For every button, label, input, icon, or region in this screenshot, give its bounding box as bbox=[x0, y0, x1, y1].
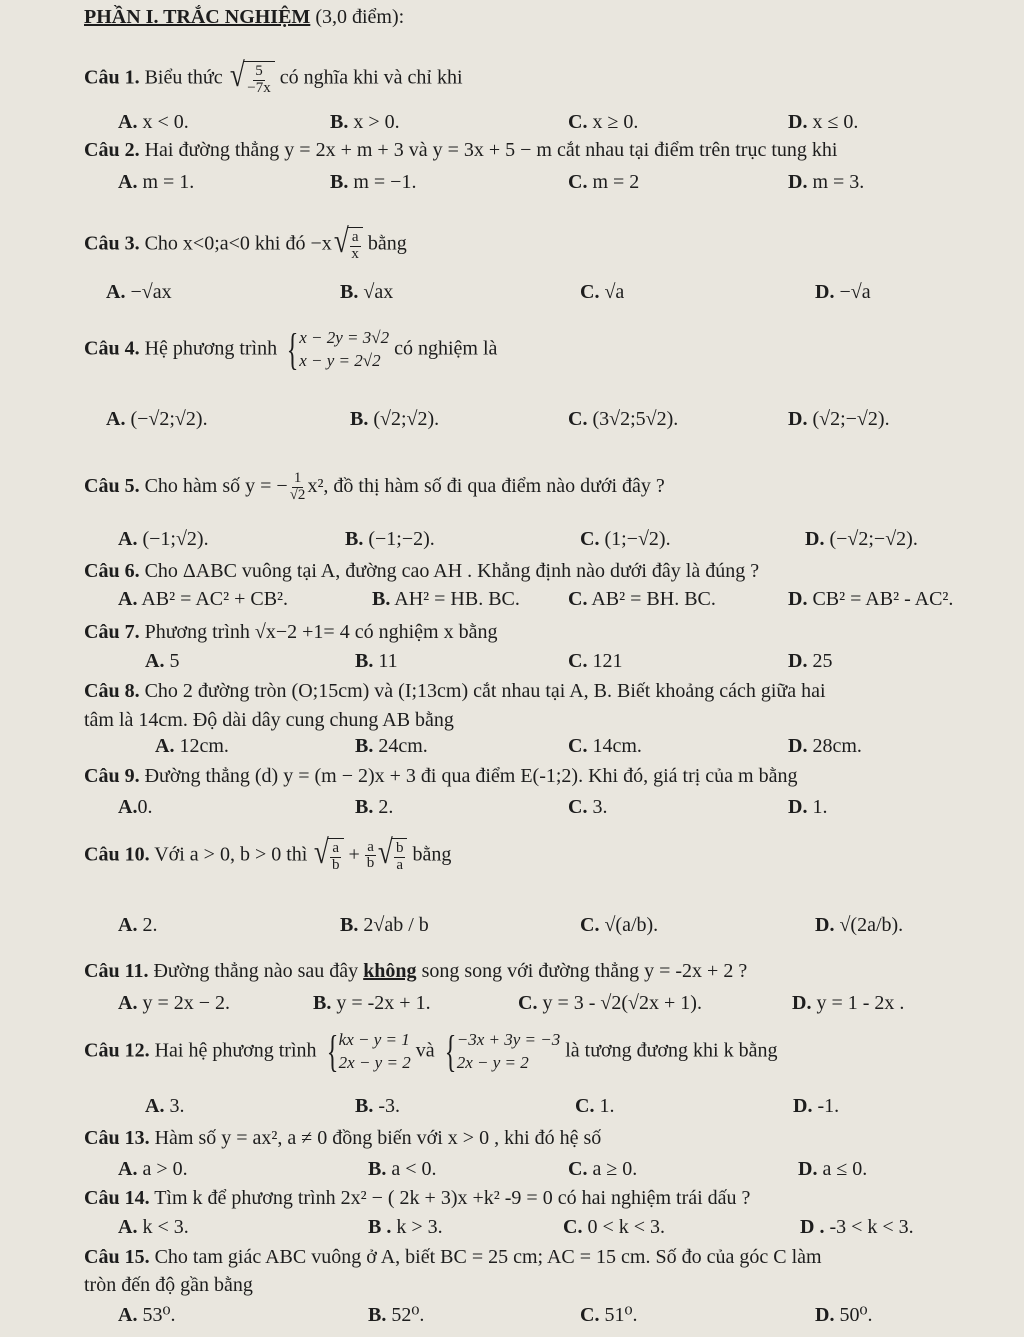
option-c[interactable]: C. x ≥ 0. bbox=[568, 111, 639, 133]
option-d[interactable]: D. 50⁰. bbox=[815, 1304, 873, 1326]
option-a[interactable]: A. m = 1. bbox=[118, 171, 195, 193]
fraction: $\frac{1}{√2}$ bbox=[289, 470, 306, 503]
question-text: Đường thẳng nào sau đây bbox=[153, 960, 359, 982]
option-d[interactable]: D. m = 3. bbox=[788, 171, 865, 193]
question-text: Cho tam giác ABC vuông ở A, biết BC = 25 cm; AC = 15 cm. Số đo của góc C làm bbox=[154, 1246, 822, 1268]
question-label: Câu 10. bbox=[84, 843, 150, 866]
option-a[interactable]: A. x < 0. bbox=[118, 111, 189, 133]
option-d[interactable]: D. √(2a/b). bbox=[815, 914, 904, 936]
option-c[interactable]: C. a ≥ 0. bbox=[568, 1158, 638, 1180]
question-text: Cho 2 đường tròn (O;15cm) và (I;13cm) cắt nhau tại A, B. Biết khoảng cách giữa hai bbox=[144, 680, 826, 702]
option-b[interactable]: B. AH² = HB. BC. bbox=[372, 588, 520, 610]
option-b[interactable]: B . k > 3. bbox=[368, 1216, 443, 1238]
option-a[interactable]: A. k < 3. bbox=[118, 1216, 189, 1238]
option-c[interactable]: C. 3. bbox=[568, 796, 608, 818]
option-b[interactable]: B. m = −1. bbox=[330, 171, 417, 193]
option-b[interactable]: B. (√2;√2). bbox=[350, 408, 440, 430]
question-label: Câu 13. bbox=[84, 1127, 150, 1149]
question-text-tail: bằng bbox=[412, 843, 452, 866]
question-label: Câu 1. bbox=[84, 66, 140, 89]
question-text-cont: tròn đến độ gần bằng bbox=[84, 1274, 253, 1296]
option-a[interactable]: A. 53⁰. bbox=[118, 1304, 176, 1326]
option-d[interactable]: D. y = 1 - 2x . bbox=[792, 992, 905, 1014]
option-d[interactable]: D. x ≤ 0. bbox=[788, 111, 859, 133]
option-b[interactable]: B. a < 0. bbox=[368, 1158, 437, 1180]
option-d[interactable]: D. 1. bbox=[788, 796, 828, 818]
question-text: Hệ phương trình bbox=[144, 337, 278, 360]
question-label: Câu 11. bbox=[84, 960, 149, 982]
radical-expression: √ $\frac{a}{b}$ bbox=[312, 838, 343, 874]
question-label: Câu 7. bbox=[84, 621, 140, 643]
option-a[interactable]: A. −√ax bbox=[106, 281, 172, 303]
option-a[interactable]: A. 3. bbox=[145, 1095, 185, 1117]
option-b[interactable]: B. √ax bbox=[340, 281, 394, 303]
equation-system: { x − 2y = 3√2 x − y = 2√2 bbox=[286, 324, 390, 374]
option-c[interactable]: C. 14cm. bbox=[568, 735, 642, 757]
option-d[interactable]: D. -1. bbox=[793, 1095, 840, 1117]
option-c[interactable]: C. (1;−√2). bbox=[580, 528, 671, 550]
option-d[interactable]: D. a ≤ 0. bbox=[798, 1158, 868, 1180]
option-b[interactable]: B. y = -2x + 1. bbox=[313, 992, 431, 1014]
question-text-tail: x², đồ thị hàm số đi qua điểm nào dưới đây ? bbox=[307, 474, 665, 497]
option-a[interactable]: A. (−1;√2). bbox=[118, 528, 209, 550]
option-d[interactable]: D. CB² = AB² - AC². bbox=[788, 588, 954, 610]
question-text: Tìm k để phương trình 2x² − ( 2k + 3)x +k² -9 = 0 có hai nghiệm trái dấu ? bbox=[154, 1187, 751, 1209]
option-c[interactable]: C. m = 2 bbox=[568, 171, 640, 193]
question-text: Cho hàm số y = − bbox=[144, 474, 288, 497]
question-text: Đường thẳng (d) y = (m − 2)x + 3 đi qua điểm E(-1;2). Khi đó, giá trị của m bằng bbox=[144, 765, 798, 787]
equation-system-1: { kx − y = 1 2x − y = 2 bbox=[326, 1026, 411, 1076]
option-c[interactable]: C. 121 bbox=[568, 650, 623, 672]
question-text-tail: có nghiệm là bbox=[394, 337, 498, 360]
option-d[interactable]: D. −√a bbox=[815, 281, 871, 303]
option-d[interactable]: D . -3 < k < 3. bbox=[800, 1216, 914, 1238]
option-c[interactable]: C. 0 < k < 3. bbox=[563, 1216, 666, 1238]
question-text-tail: có nghĩa khi và chỉ khi bbox=[279, 66, 463, 89]
question-text: Cho ΔABC vuông tại A, đường cao AH . Khẳng định nào dưới đây là đúng ? bbox=[144, 560, 760, 582]
option-d[interactable]: D. 28cm. bbox=[788, 735, 862, 757]
question-label: Câu 6. bbox=[84, 560, 140, 582]
option-b[interactable]: B. x > 0. bbox=[330, 111, 400, 133]
question-text-mid: và bbox=[415, 1039, 435, 1062]
option-c[interactable]: C. (3√2;5√2). bbox=[568, 408, 679, 430]
question-label: Câu 4. bbox=[84, 337, 140, 360]
question-label: Câu 12. bbox=[84, 1039, 150, 1062]
question-label: Câu 3. bbox=[84, 232, 140, 255]
option-c[interactable]: C. 51⁰. bbox=[580, 1304, 638, 1326]
option-a[interactable]: A. 5 bbox=[145, 650, 180, 672]
option-a[interactable]: A. 2. bbox=[118, 914, 158, 936]
question-label: Câu 2. bbox=[84, 139, 140, 161]
option-c[interactable]: C. AB² = BH. BC. bbox=[568, 588, 716, 610]
exam-page: PHẦN I. TRẮC NGHIỆM (3,0 điểm): Câu 1. Biểu thức √ $\frac{5}{-7x}$ có nghĩa khi và chỉ khi A. x < 0. B. x > 0. C. x ≥ 0. D. x ≤ 0. Câu 2. Hai đường thẳng y = 2x + m + 3 và y = 3x + 5 − m cắt nhau tại điểm trên trục tung khi A. m = 1. B. m = −1. C. m = 2 D. m = 3. Câu 3. Cho x<0;a<0 khi đó −x √ $\frac{a}{x}$ bằng A. −√ax B. √ax C. √a D. −√a Câu 4. Hệ phương trình { x − 2y = 3√2 x − y = 2√2 có nghiệm là A. (−√2;√2). B. (√2;√2). C. (3√2;5√2). D. (√2;−√2). Câu 5. Cho hàm số y = − $\frac{1}{√2}$ x², đồ thị hàm số đi qua điểm nào dưới đây ? A. (−1;√2). B. (−1;−2). C. (1;−√2). D. (−√2;−√2). Câu 6. Cho ΔABC vuông tại A, đường cao AH . Khẳng định nào dưới đây là đúng ? A. AB² = AC² + CB². B. AH² = HB. BC. C. AB² = BH. BC. D. CB² = AB² - AC². Câu 7. Phương trình √x−2 +1= 4 có nghiệm x bằng A. 5 B. 11 C. 121 D. 25 Câu 8. Cho 2 đường tròn (O;15cm) và (I;13cm) cắt nhau tại A, B. Biết khoảng cách giữa hai tâm là 14cm. Độ dài dây cung chung AB bằng A. 12cm. B. 24cm. C. 14cm. D. 28cm. Câu 9. Đường thẳng (d) y = (m − 2)x + 3 đi qua điểm E(-1;2). Khi đó, giá trị của m bằng A.0. B. 2. C. 3. D. 1. Câu 10. Với a > 0, b > 0 thì √ $\frac{a}{b}$ + $\frac{a}{b}$ √ $\frac{b}{a}$ bằng A. 2. B. 2√ab / b C. √(a/b). D. √(2a/b). Câu 11. Đường thẳng nào sau đây không song song với đường thẳng y = -2x + 2 ? A. y = 2x − 2. B. y = -2x + 1. C. y = 3 - √2(√2x + 1). D. y = 1 - 2x . Câu 12. Hai hệ phương trình { kx − y = 1 2x − y = 2 và { −3x + 3y = −3 2x − y = 2 là tương đương khi k bằng A. 3. B. -3. C. 1. D. -1. Câu 13. Hàm số y = ax², a ≠ 0 đồng biến với x > 0 , khi đó hệ số A. a > 0. B. a < 0. C. a ≥ 0. D. a ≤ 0. Câu 14. Tìm k để phương trình 2x² − ( 2k + 3)x +k² -9 = 0 có hai nghiệm trái dấu ? A. k < 3. B . k > 3. C. 0 < k < 3. D . -3 < k < 3. Câu 15. Cho tam giác ABC vuông ở A, biết BC = 25 cm; AC = 15 cm. Số đo của góc C làm tròn đến độ gần bằng A. 53⁰. B. 52⁰. C. 51⁰. D. 50⁰. bbox=[84, 6, 954, 1326]
option-b[interactable]: B. 2√ab / b bbox=[340, 914, 429, 936]
question-text-cont: tâm là 14cm. Độ dài dây cung chung AB bằng bbox=[84, 709, 454, 731]
option-a[interactable]: A. 12cm. bbox=[155, 735, 229, 757]
question-label: Câu 15. bbox=[84, 1246, 150, 1268]
option-b[interactable]: B. (−1;−2). bbox=[345, 528, 435, 550]
section-title: PHẦN I. TRẮC NGHIỆM bbox=[84, 6, 311, 28]
section-score: (3,0 điểm): bbox=[315, 6, 405, 28]
question-label: Câu 5. bbox=[84, 474, 140, 497]
option-c[interactable]: C. 1. bbox=[575, 1095, 615, 1117]
emphasis-word: không bbox=[363, 960, 417, 982]
option-a[interactable]: A. y = 2x − 2. bbox=[118, 992, 231, 1014]
question-text: Phương trình √x−2 +1= 4 có nghiệm x bằng bbox=[144, 621, 498, 643]
question-text: Hai hệ phương trình bbox=[154, 1039, 317, 1062]
option-c[interactable]: C. √a bbox=[580, 281, 625, 303]
option-d[interactable]: D. (−√2;−√2). bbox=[805, 528, 918, 550]
question-text-tail: là tương đương khi k bằng bbox=[565, 1039, 778, 1062]
question-label: Câu 9. bbox=[84, 765, 140, 787]
option-b[interactable]: B. -3. bbox=[355, 1095, 401, 1117]
option-d[interactable]: D. (√2;−√2). bbox=[788, 408, 890, 430]
option-b[interactable]: B. 52⁰. bbox=[368, 1304, 425, 1326]
question-text: Với a > 0, b > 0 thì bbox=[154, 843, 308, 866]
option-b[interactable]: B. 11 bbox=[355, 650, 398, 672]
question-text: Biểu thức bbox=[144, 66, 223, 89]
radical-expression: √ $\frac{a}{x}$ bbox=[332, 227, 363, 263]
question-text-tail: song song với đường thẳng y = -2x + 2 ? bbox=[421, 960, 748, 982]
question-text: Hai đường thẳng y = 2x + m + 3 và y = 3x + 5 − m cắt nhau tại điểm trên trục tung khi bbox=[144, 139, 838, 161]
question-label: Câu 14. bbox=[84, 1187, 150, 1209]
option-c[interactable]: C. y = 3 - √2(√2x + 1). bbox=[518, 992, 702, 1014]
question-label: Câu 8. bbox=[84, 680, 140, 702]
option-b[interactable]: B. 24cm. bbox=[355, 735, 428, 757]
equation-system-2: { −3x + 3y = −3 2x − y = 2 bbox=[444, 1026, 561, 1076]
option-a[interactable]: A. AB² = AC² + CB². bbox=[118, 588, 289, 610]
question-text-tail: bằng bbox=[367, 232, 407, 255]
question-text: Hàm số y = ax², a ≠ 0 đồng biến với x > 0 , khi đó hệ số bbox=[154, 1127, 602, 1149]
option-a[interactable]: A. a > 0. bbox=[118, 1158, 188, 1180]
option-a[interactable]: A. (−√2;√2). bbox=[106, 408, 208, 430]
option-a[interactable]: A.0. bbox=[118, 796, 153, 818]
question-text: Cho x<0;a<0 khi đó −x bbox=[144, 232, 332, 255]
option-d[interactable]: D. 25 bbox=[788, 650, 833, 672]
radical-expression: √ $\frac{5}{-7x}$ bbox=[228, 61, 275, 97]
option-b[interactable]: B. 2. bbox=[355, 796, 394, 818]
option-c[interactable]: C. √(a/b). bbox=[580, 914, 659, 936]
